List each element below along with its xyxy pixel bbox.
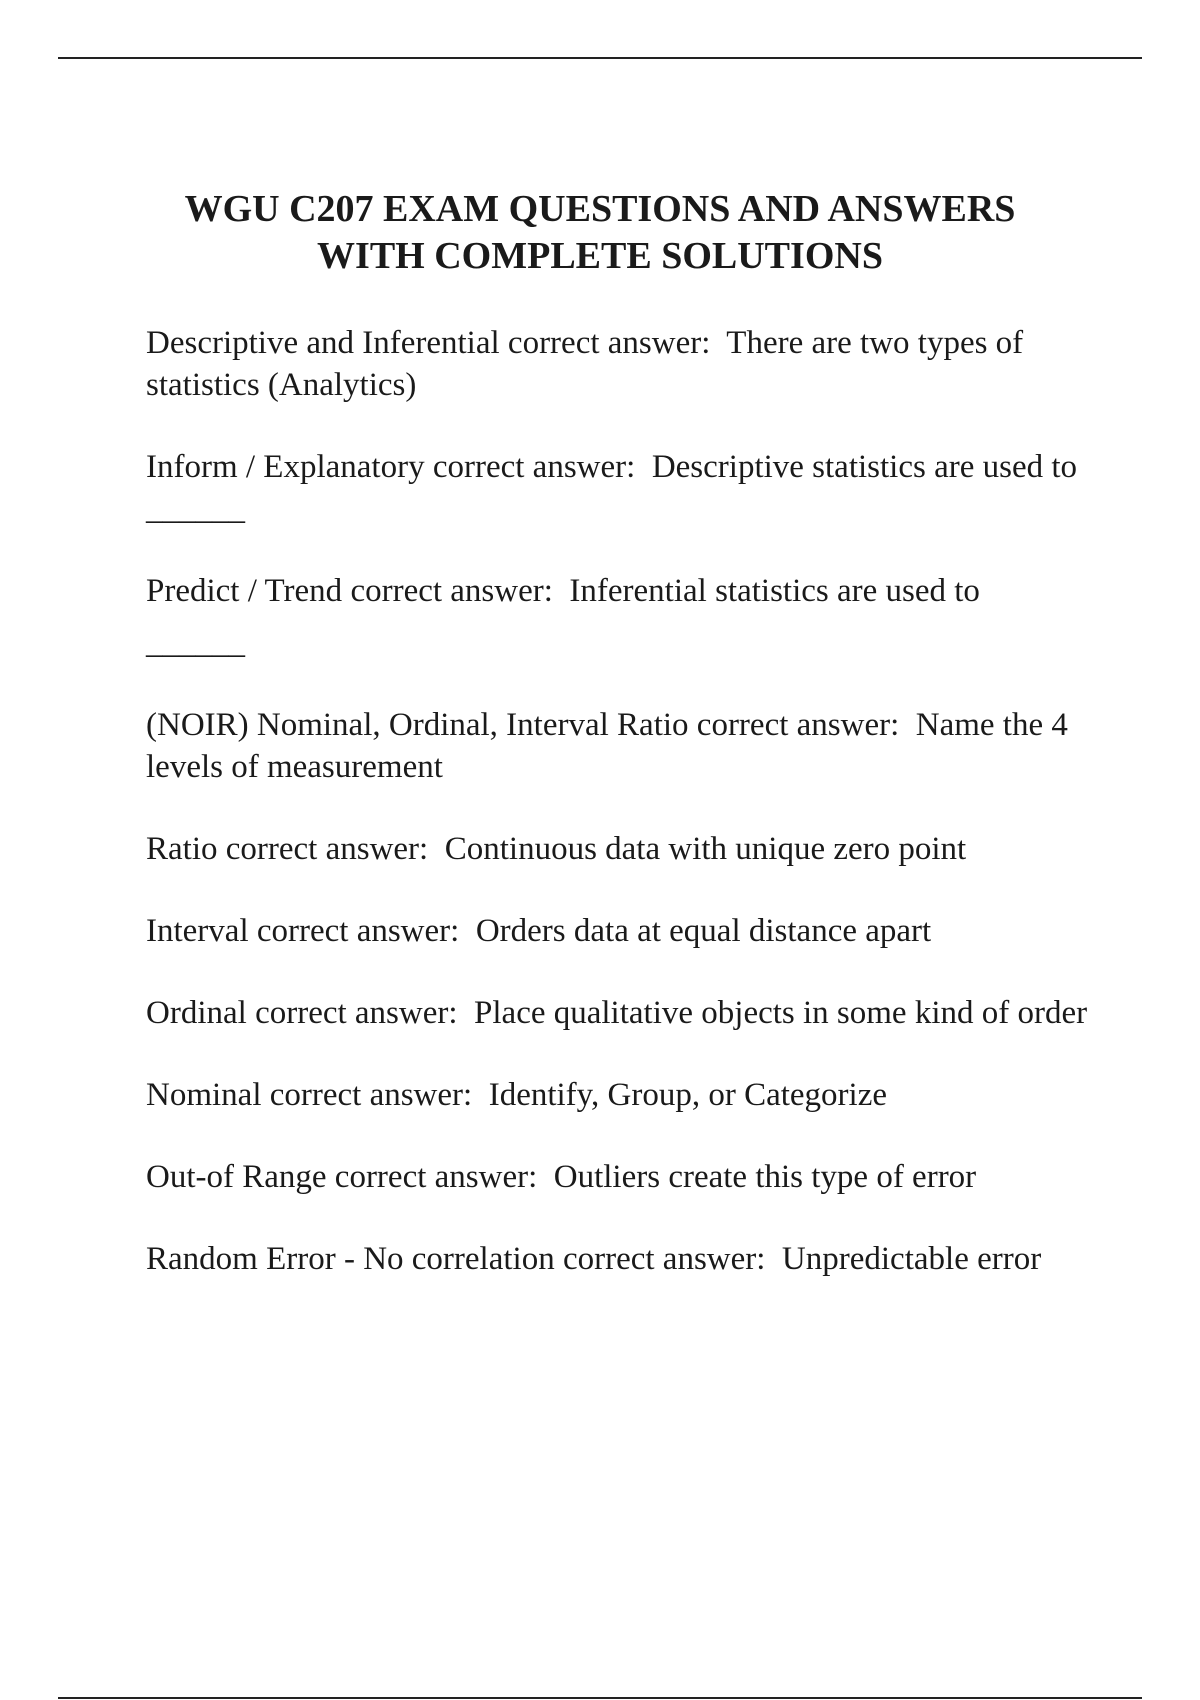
qa-separator: correct answer: [432, 449, 636, 485]
qa-item [146, 992, 1096, 1034]
title-line-2: WITH COMPLETE SOLUTIONS [317, 235, 883, 277]
qa-item [146, 704, 1096, 788]
qa-item [146, 322, 1096, 406]
qa-term: Nominal [146, 1077, 262, 1113]
qa-answer: Continuous data with unique zero point [444, 831, 967, 867]
qa-term: Out-of Range [146, 1159, 327, 1195]
qa-answer: Unpredictable error [781, 1241, 1042, 1277]
qa-item [146, 570, 1096, 664]
qa-term: Random Error - No correlation [146, 1241, 555, 1277]
qa-list [146, 322, 1096, 1320]
qa-separator: correct answer: [562, 1241, 766, 1277]
qa-term: Ordinal [146, 995, 247, 1031]
qa-answer: There are two types of statistics (Analytics) [146, 325, 1024, 403]
qa-item [146, 446, 1096, 530]
qa-item [146, 1238, 1096, 1280]
qa-term: Ratio [146, 831, 218, 867]
qa-answer: Inferential statistics are used to [569, 573, 980, 609]
qa-separator: correct answer: [696, 707, 900, 743]
qa-separator: correct answer: [269, 1077, 473, 1113]
qa-answer: Outliers create this type of error [553, 1159, 977, 1195]
qa-separator: correct answer: [334, 1159, 538, 1195]
header-rule [58, 57, 1142, 59]
qa-term: Predict / Trend [146, 573, 343, 609]
qa-term: Descriptive and Inferential [146, 325, 500, 361]
qa-term: Inform / Explanatory [146, 449, 425, 485]
qa-separator: correct answer: [225, 831, 429, 867]
qa-term: Interval [146, 913, 249, 949]
qa-separator: correct answer: [256, 913, 460, 949]
qa-separator: correct answer: [350, 573, 553, 609]
footer-rule [58, 1697, 1142, 1699]
title-line-1: WGU C207 EXAM QUESTIONS AND ANSWERS [184, 188, 1016, 230]
qa-item [146, 1074, 1096, 1116]
document-title [100, 186, 1100, 280]
qa-separator: correct answer: [507, 325, 711, 361]
qa-answer: Name the 4 levels of measurement [146, 707, 1068, 785]
qa-answer: Identify, Group, or Categorize [488, 1077, 888, 1113]
qa-item [146, 1156, 1096, 1198]
qa-term: (NOIR) Nominal, Ordinal, Interval Ratio [146, 707, 689, 743]
qa-item [146, 828, 1096, 870]
qa-answer: Orders data at equal distance apart [475, 913, 932, 949]
qa-answer: Place qualitative objects in some kind of order [474, 995, 1088, 1031]
qa-answer: Descriptive statistics are used to ______ [146, 449, 1078, 527]
qa-separator: correct answer: [255, 995, 458, 1031]
qa-answer-blank: ______ [146, 625, 245, 661]
qa-item [146, 910, 1096, 952]
